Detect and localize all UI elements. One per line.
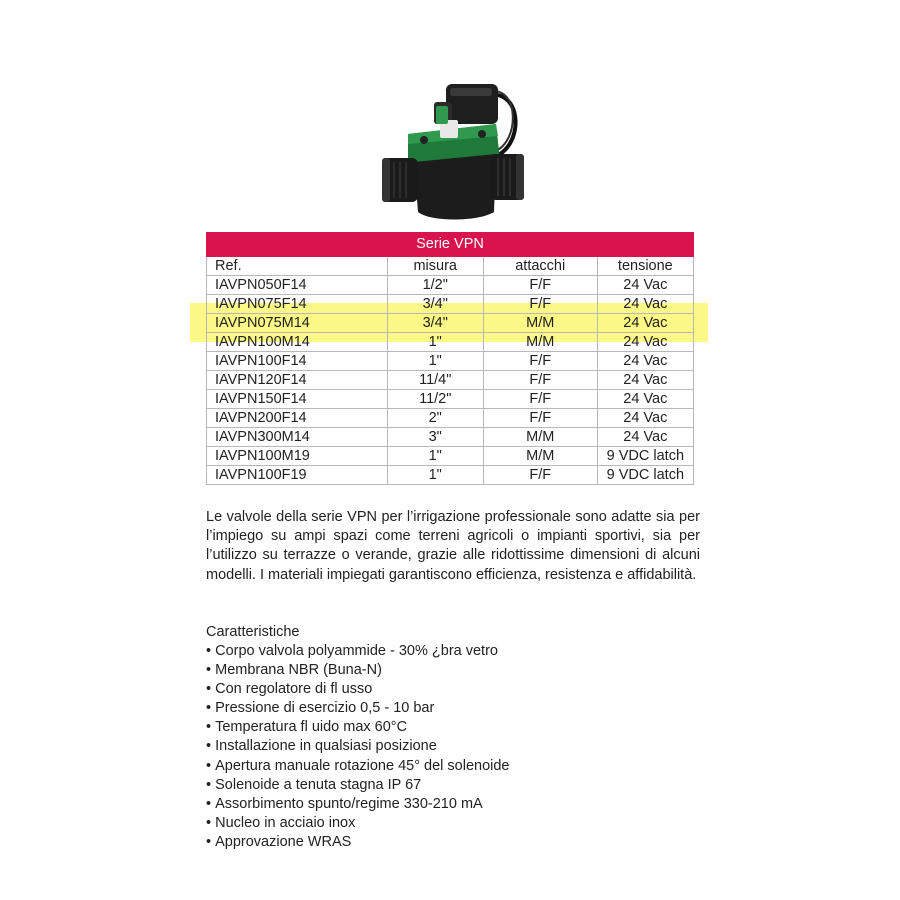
cell-voltage: 24 Vac [597,276,693,295]
cell-size: 1" [387,352,483,371]
cell-voltage: 24 Vac [597,428,693,447]
table-title-row [207,233,694,257]
cell-attachments: F/F [483,276,597,295]
table-row [207,314,694,333]
cell-ref: IAVPN200F14 [207,409,388,428]
cell-size: 1" [387,333,483,352]
table-row [207,333,694,352]
solenoid-valve-image [378,62,528,227]
cell-voltage: 9 VDC latch [597,466,693,485]
cell-attachments: F/F [483,390,597,409]
cell-voltage: 24 Vac [597,314,693,333]
table-row [207,295,694,314]
table-row [207,428,694,447]
cell-attachments: M/M [483,314,597,333]
table-body [207,276,694,485]
cell-size: 11/2" [387,390,483,409]
feature-item: • Nucleo in acciaio inox [206,814,510,833]
cell-voltage: 24 Vac [597,295,693,314]
cell-size: 1" [387,447,483,466]
feature-item: • Installazione in qualsiasi posizione [206,737,510,756]
cell-attachments: F/F [483,371,597,390]
table-row [207,466,694,485]
feature-item: • Assorbimento spunto/regime 330-210 mA [206,795,510,814]
cell-voltage: 24 Vac [597,409,693,428]
cell-size: 1" [387,466,483,485]
cell-attachments: M/M [483,333,597,352]
feature-item: • Solenoide a tenuta stagna IP 67 [206,776,510,795]
cell-attachments: F/F [483,352,597,371]
cell-attachments: M/M [483,447,597,466]
cell-attachments: F/F [483,409,597,428]
cell-size: 1/2" [387,276,483,295]
cell-ref: IAVPN050F14 [207,276,388,295]
table-row [207,390,694,409]
cell-ref: IAVPN100M14 [207,333,388,352]
feature-item: • Temperatura fl uido max 60°C [206,718,510,737]
cell-ref: IAVPN100F14 [207,352,388,371]
feature-item: • Corpo valvola polyammide - 30% ¿bra vetro [206,642,510,661]
feature-item: • Pressione di esercizio 0,5 - 10 bar [206,699,510,718]
feature-item: • Apertura manuale rotazione 45° del solenoide [206,757,510,776]
cell-voltage: 24 Vac [597,371,693,390]
feature-item: • Approvazione WRAS [206,833,510,852]
spec-table [206,232,694,485]
feature-item: • Membrana NBR (Buna-N) [206,661,510,680]
header-attachments: attacchi [483,257,597,276]
description-paragraph: Le valvole della serie VPN per l’irrigazione professionale sono adatte sia per l’impiego su ampi spazi come terreni agricoli o impianti sportivi, sia per l’utilizzo su terrazze o verande, grazie alle ridottissime dimensioni di alcuni modelli. I materiali impiegati garantiscono efficienza, resistenza e affidabilità. [206,509,700,583]
table-row [207,447,694,466]
table-title: Serie VPN [207,233,694,257]
cell-ref: IAVPN150F14 [207,390,388,409]
cell-voltage: 24 Vac [597,333,693,352]
cell-size: 3/4" [387,295,483,314]
table-header-row [207,257,694,276]
cell-voltage: 24 Vac [597,352,693,371]
cell-ref: IAVPN120F14 [207,371,388,390]
cell-ref: IAVPN300M14 [207,428,388,447]
cell-ref: IAVPN075F14 [207,295,388,314]
header-voltage: tensione [597,257,693,276]
features-list [206,642,510,852]
cell-ref: IAVPN075M14 [207,314,388,333]
table-row [207,352,694,371]
feature-item: • Con regolatore di fl usso [206,680,510,699]
cell-attachments: F/F [483,295,597,314]
cell-size: 3" [387,428,483,447]
cell-size: 11/4" [387,371,483,390]
cell-size: 3/4" [387,314,483,333]
header-size: misura [387,257,483,276]
cell-attachments: F/F [483,466,597,485]
cell-size: 2" [387,409,483,428]
cell-ref: IAVPN100F19 [207,466,388,485]
table-row [207,409,694,428]
cell-voltage: 9 VDC latch [597,447,693,466]
cell-attachments: M/M [483,428,597,447]
table-row [207,371,694,390]
table-row [207,276,694,295]
features-title: Caratteristiche [206,624,300,640]
header-ref: Ref. [207,257,388,276]
cell-voltage: 24 Vac [597,390,693,409]
cell-ref: IAVPN100M19 [207,447,388,466]
